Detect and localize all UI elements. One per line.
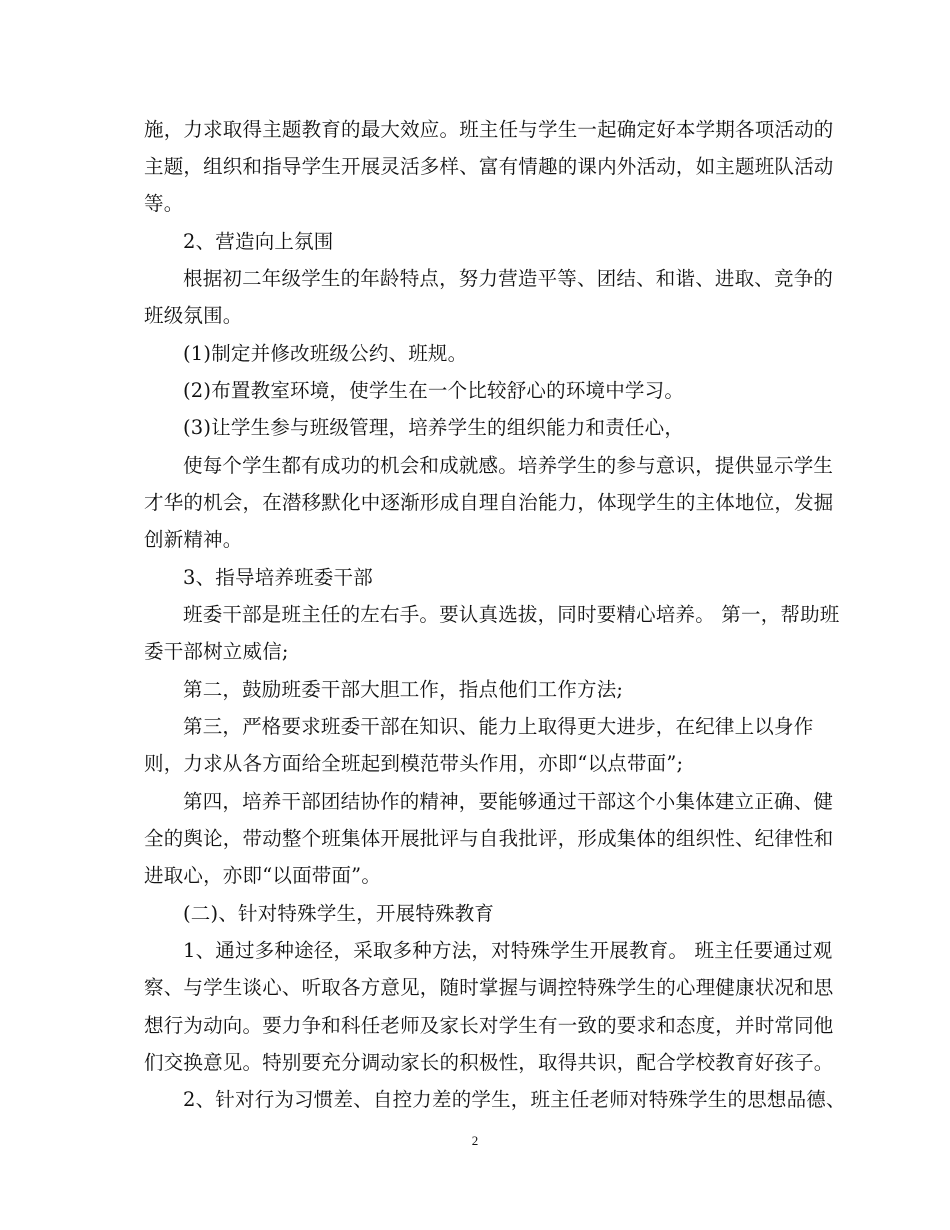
text-line: 2、针对行为习惯差、自控力差的学生，班主任老师对特殊学生的思想品德、	[183, 1088, 846, 1111]
text-line: 委干部树立威信;	[144, 640, 289, 663]
text-line: 施，力求取得主题教育的最大效应。班主任与学生一起确定好本学期各项活动的	[144, 118, 834, 141]
text-line: 才华的机会，在潜移默化中逐渐形成自理自治能力，体现学生的主体地位，发掘	[144, 491, 834, 514]
text-line: 使每个学生都有成功的机会和成就感。培养学生的参与意识，提供显示学生	[183, 454, 834, 477]
text-line: 则，力求从各方面给全班起到模范带头作用，亦即“以点带面”;	[144, 752, 684, 775]
section-heading: 3、指导培养班委干部	[183, 566, 373, 589]
text-line: 第三，严格要求班委干部在知识、能力上取得更大进步，在纪律上以身作	[183, 715, 814, 738]
list-item: (1)制定并修改班级公约、班规。	[183, 342, 468, 365]
text-line: 创新精神。	[144, 528, 243, 551]
text-line: 班级氛围。	[144, 304, 243, 327]
list-item: (2)布置教室环境，使学生在一个比较舒心的环境中学习。	[183, 379, 685, 402]
text-line: 进取心，亦即“以面带面”。	[144, 864, 382, 887]
text-line: 班委干部是班主任的左右手。要认真选拔，同时要精心培养。 第一，帮助班	[183, 603, 840, 626]
page-number: 2	[471, 1133, 479, 1148]
text-line: 第二，鼓励班委干部大胆工作，指点他们工作方法;	[183, 678, 624, 701]
section-heading: 2、营造向上氛围	[183, 230, 334, 253]
text-line: 察、与学生谈心、听取各方意见，随时掌握与调控特殊学生的心理健康状况和思	[144, 976, 834, 999]
text-line: 主题，组织和指导学生开展灵活多样、富有情趣的课内外活动，如主题班队活动	[144, 155, 834, 178]
section-heading: (二)、针对特殊学生，开展特殊教育	[183, 902, 495, 925]
list-item: (3)让学生参与班级管理，培养学生的组织能力和责任心，	[183, 416, 685, 439]
text-line: 等。	[144, 192, 184, 215]
text-line: 们交换意见。特别要充分调动家长的积极性，取得共识，配合学校教育好孩子。	[144, 1051, 834, 1074]
text-line: 全的舆论，带动整个班集体开展批评与自我批评，形成集体的组织性、纪律性和	[144, 827, 834, 850]
text-line: 1、通过多种途径，采取多种方法，对特殊学生开展教育。 班主任要通过观	[183, 939, 833, 962]
text-line: 第四，培养干部团结协作的精神，要能够通过干部这个小集体建立正确、健	[183, 790, 834, 813]
text-line: 根据初二年级学生的年龄特点，努力营造平等、团结、和谐、进取、竞争的	[183, 267, 834, 290]
text-line: 想行为动向。要力争和科任老师及家长对学生有一致的要求和态度，并时常同他	[144, 1014, 834, 1037]
